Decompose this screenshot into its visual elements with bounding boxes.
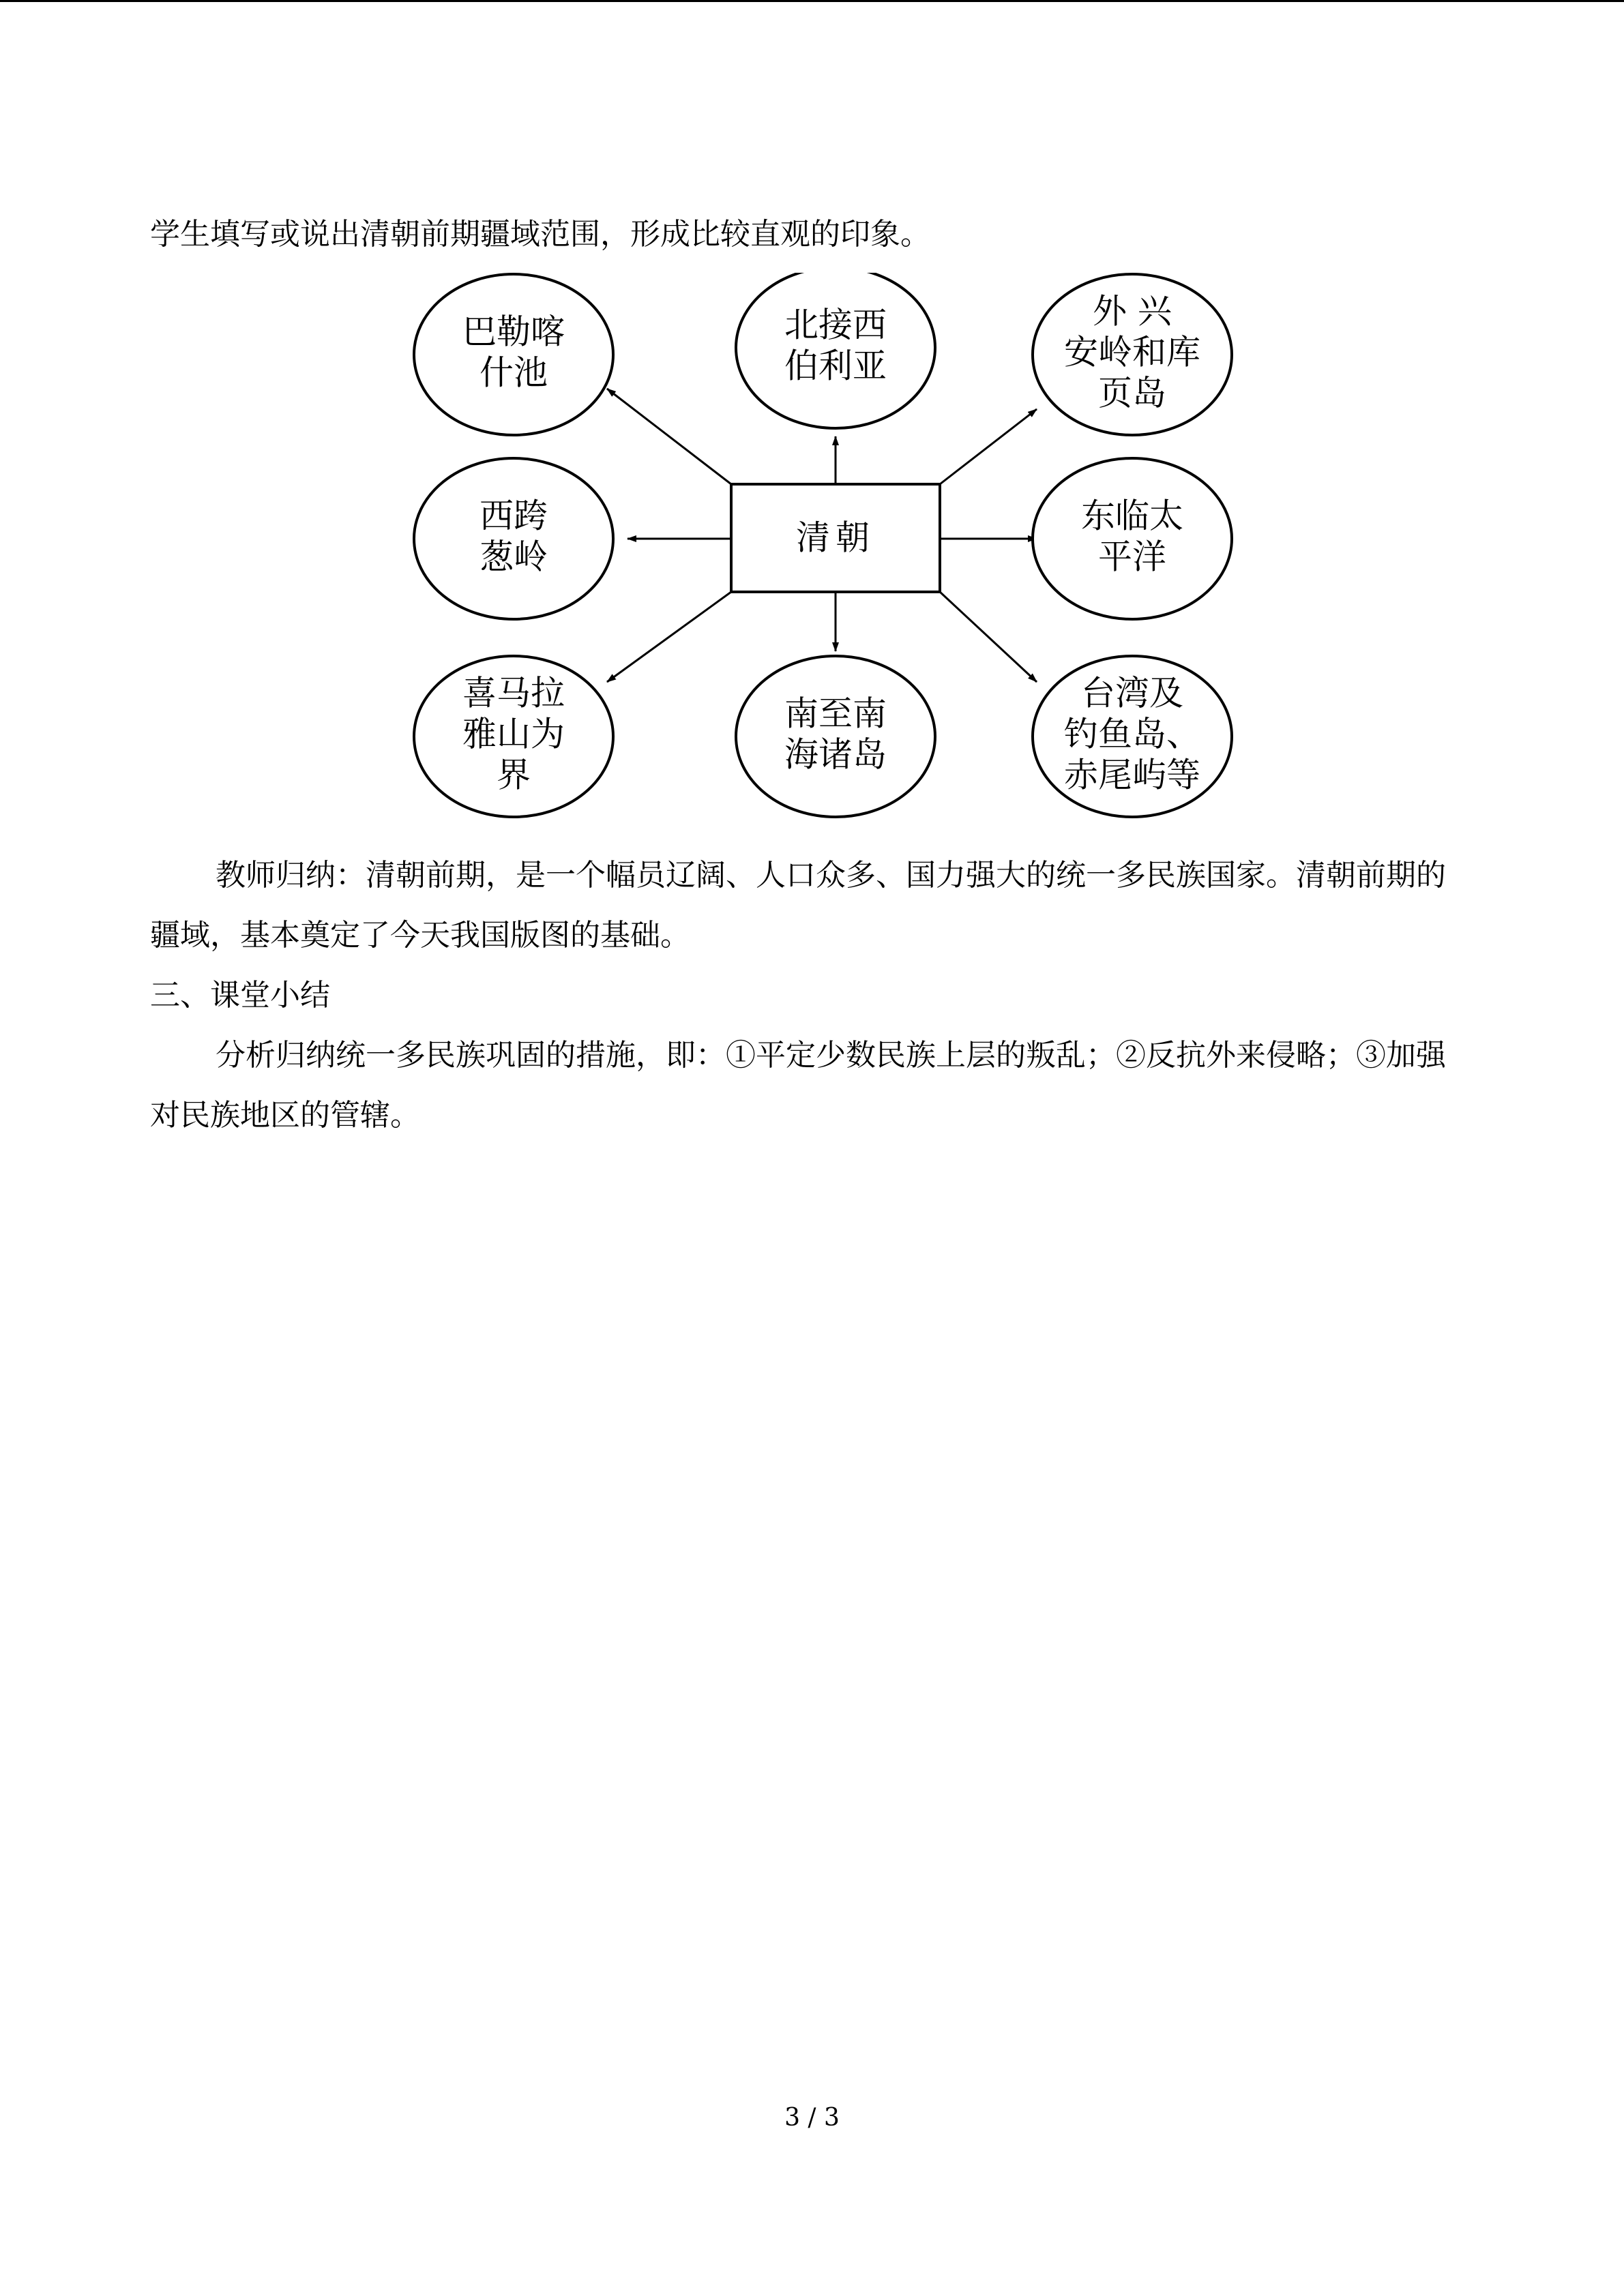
node-label-line: 北接西 [784, 305, 887, 345]
node-label-line: 页岛 [1098, 373, 1166, 413]
node-sw [414, 656, 613, 817]
arrow-se [940, 592, 1037, 682]
node-label-line: 赤尾屿等 [1064, 755, 1200, 795]
node-label-line: 钓鱼岛、 [1064, 714, 1200, 754]
node-nw [414, 274, 613, 435]
summary-paragraph: 教师归纳：清朝前期，是一个幅员辽阔、人口众多、国力强大的统一多民族国家。清朝前期的疆域，基本奠定了今天我国版图的基础。 [150, 858, 1446, 953]
arrow-ne [940, 409, 1037, 484]
node-label-line: 平洋 [1098, 537, 1166, 577]
node-label-line: 葱岭 [479, 537, 548, 577]
center-label: 清朝 [796, 518, 875, 558]
intro-paragraph: 学生填写或说出清朝前期疆域范围，形成比较直观的印象。 [150, 217, 930, 252]
node-se [1033, 656, 1232, 817]
top-border-line [0, 0, 1624, 2]
node-label-line: 东临太 [1081, 496, 1183, 536]
node-s [736, 656, 935, 817]
node-label-line: 台湾及 [1081, 673, 1183, 713]
node-label-line: 外 兴 [1093, 291, 1172, 331]
node-label-line: 喜马拉 [462, 673, 565, 713]
arrow-nw [607, 389, 731, 484]
arrow-sw [607, 592, 731, 682]
node-n [736, 273, 935, 428]
node-label-line: 巴勒喀 [462, 312, 565, 352]
node-w [414, 458, 613, 619]
node-label-line: 安岭和库 [1064, 332, 1200, 372]
node-label-line: 西跨 [479, 496, 548, 536]
center-node [731, 484, 940, 592]
node-label-line: 南至南 [784, 694, 887, 734]
node-label-line: 界 [497, 755, 531, 795]
node-label-line: 什池 [479, 353, 548, 393]
qing-territory-diagram [409, 273, 1248, 832]
node-e [1033, 458, 1232, 619]
page-number: 3 / 3 [784, 2104, 840, 2132]
conclusion-paragraph: 分析归纳统一多民族巩固的措施，即：①平定少数民族上层的叛乱；②反抗外来侵略；③加强对民族地区的管辖。 [150, 1038, 1446, 1133]
node-label-line: 雅山为 [462, 714, 565, 754]
node-label-line: 伯利亚 [784, 346, 887, 386]
node-ne [1033, 274, 1232, 435]
node-label-line: 海诸岛 [784, 734, 887, 775]
section-heading: 三、课堂小结 [150, 978, 330, 1013]
